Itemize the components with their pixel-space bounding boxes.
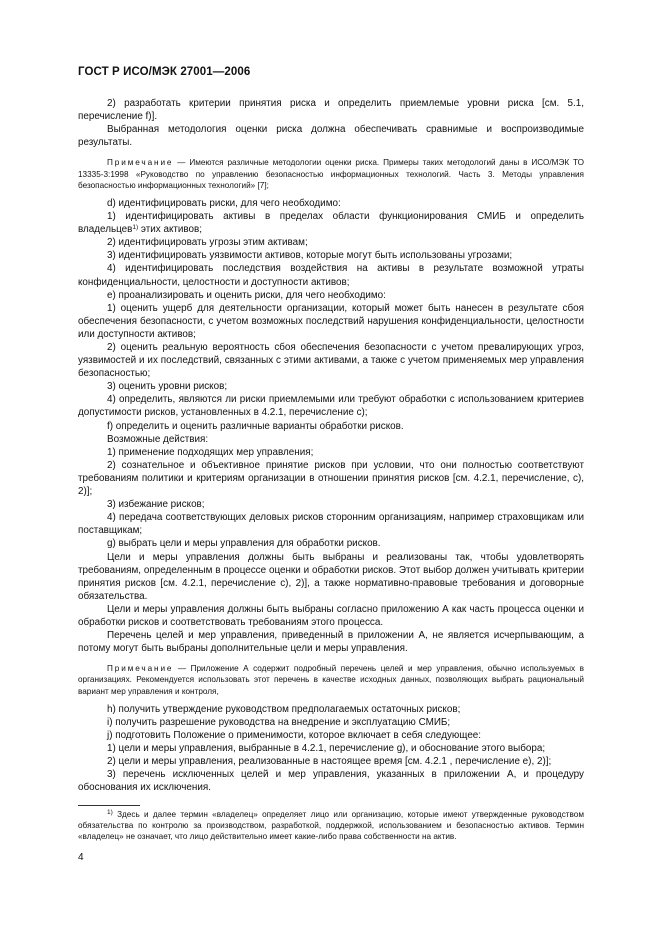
list-item: i) получить разрешение руководства на внедрение и эксплуатацию СМИБ; [107,716,451,728]
list-item: 1) применение подходящих мер управления; [107,446,314,458]
list-item: 3) перечень исключенных целей и мер управления, указанных в приложении А, и процедуру обоснования их исключения. [78,769,584,794]
page-header: ГОСТ Р ИСО/МЭК 27001—2006 [78,66,251,78]
note-text: — Приложение А содержит подробный перечень целей и мер управления, обычно используемых в организациях. Рекомендуется использовать этот перечень в качестве исходных данных, позволяющих выбрать рациональный вариант мер управления и контроля, [78,664,584,696]
note-label: Примечание [107,158,174,168]
list-item [78,210,584,236]
footnote [78,809,584,843]
note-label: Примечание [107,664,174,674]
list-item: 2) идентифицировать угрозы этим активам; [107,237,308,249]
page-body [78,97,584,842]
list-item: e) проанализировать и оценить риски, для чего необходимо: [107,289,386,301]
list-item: j) подготовить Положение о применимости, которое включает в себя следующее: [107,730,482,742]
page-number: 4 [78,852,84,863]
paragraph: Выбранная методология оценки риска должна обеспечивать сравнимые и воспроизводимые результаты. [78,124,584,149]
note [78,157,584,191]
footnote-divider [78,805,140,806]
list-item: 2) цели и меры управления, реализованные в настоящее время [см. 4.2.1 , перечисление e), 2)]; [107,756,552,768]
list-item: g) выбрать цели и меры управления для обработки рисков. [107,538,381,550]
footnote-ref: 1) [132,224,139,232]
list-item: 1) цели и меры управления, выбранные в 4.2.1, перечисление g), и обоснование этого выбора; [107,743,546,755]
footnote-marker: 1) [107,808,113,816]
note [78,663,584,697]
footnote-text: Здесь и далее термин «владелец» определяет лицо или организацию, которые имеют утвержденные руководством обязательства по контролю за производством, разработкой, поддержкой, использованием и безопасностью активов. Термин «владелец» не означает, что лицо действительно имеет какие-либо права собственности на актив. [78,809,584,841]
paragraph: Возможные действия: [107,433,209,445]
list-item: 3) избежание рисков; [107,499,205,511]
list-item: 3) идентифицировать уязвимости активов, которые могут быть использованы угрозами; [107,250,513,262]
list-item: 4) идентифицировать последствия воздействия на активы в результате возможной утраты конфиденциальности, целостности и доступности активов; [78,263,584,288]
paragraph: Цели и меры управления должны быть выбраны и реализованы так, чтобы удовлетворять требованиям, определенным в процессе оценки и обработки рисков. Этот выбор должен учитывать критерии принятия рисков [см. 4.2.1, перечисление c), 2)], а также нормативно-правовые требования и договорные обязательства. [78,551,584,602]
paragraph: 2) разработать критерии принятия риска и определить приемлемые уровни риска [см. 5.1, перечисление f)]. [78,98,584,123]
list-item: 2) сознательное и объективное принятие рисков при условии, что они полностью соответствуют требованиям политики и критериям организации в отношении принятия рисков [см. 4.2.1, перечисление, c), 2)]; [78,459,584,498]
list-item-text: 1) идентифицировать активы в пределах области функционирования СМИБ и определить владельцев [78,211,584,236]
paragraph: Перечень целей и мер управления, приведенный в приложении А, не является исчерпывающим, а потому могут быть выбраны дополнительные цели и меры управления. [78,630,584,655]
list-item: d) идентифицировать риски, для чего необходимо: [107,197,341,209]
list-item: 4) передача соответствующих деловых рисков сторонним организациям, например страховщикам или поставщикам; [78,512,584,537]
list-item: 4) определить, являются ли риски приемлемыми или требуют обработки с использованием критериев допустимости рисков, установленных в 4.2.1, перечисление c); [78,394,584,419]
note-text: — Имеются различные методологии оценки риска. Примеры таких методологий даны в ИСО/МЭК ТО 13335-3:1998 «Руководство по управлению безопасностью информационных технологий. Часть 3. Методы управления безопасностью информационных технологий» [7]; [78,158,584,190]
list-item: 3) оценить уровни рисков; [107,381,228,393]
paragraph: Цели и меры управления должны быть выбраны согласно приложению А как часть процесса оценки и обработки рисков и соответствовать требованиям этого процесса. [78,603,584,628]
list-item: 2) оценить реальную вероятность сбоя обеспечения безопасности с учетом превалирующих угроз, уязвимостей и их последствий, связанных с этими активами, а также с учетом применяемых мер управления безопасностью; [78,342,584,380]
list-item: 1) оценить ущерб для деятельности организации, который может быть нанесен в результате сбоя обеспечения безопасности, с учетом возможных последствий нарушения конфиденциальности, целостности или доступности активов; [78,302,584,340]
list-item: h) получить утверждение руководством предполагаемых остаточных рисков; [107,703,461,715]
list-item-tail: этих активов; [138,224,203,236]
list-item: f) определить и оценить различные варианты обработки рисков. [107,420,404,432]
